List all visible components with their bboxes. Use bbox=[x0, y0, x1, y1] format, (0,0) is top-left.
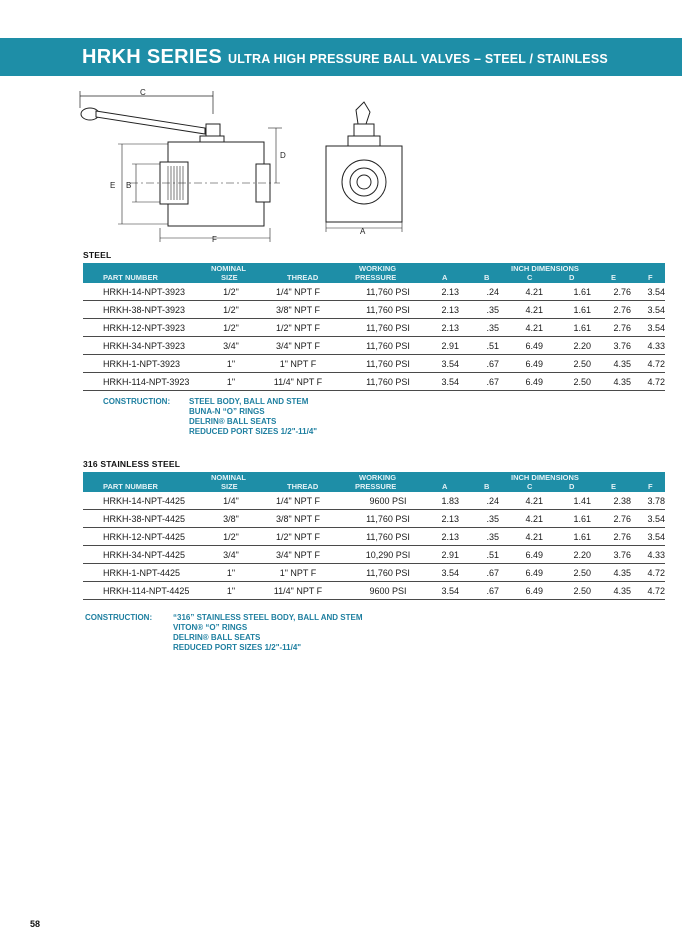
table-row: HRKH-34-NPT-3923 3/4" 3/4" NPT F 11,760 PSI 2.91 .51 6.49 2.20 3.76 4.33 bbox=[83, 337, 665, 355]
table-row: HRKH-38-NPT-4425 3/8" 3/8" NPT F 11,760 PSI 2.13 .35 4.21 1.61 2.76 3.54 bbox=[83, 510, 665, 528]
construction-line: DELRIN® BALL SEATS bbox=[189, 417, 277, 426]
table-row: HRKH-38-NPT-3923 1/2" 3/8" NPT F 11,760 PSI 2.13 .35 4.21 1.61 2.76 3.54 bbox=[83, 301, 665, 319]
col-nominal-line1: NOMINAL bbox=[211, 264, 246, 273]
col-b: B bbox=[484, 273, 490, 282]
construction-label: CONSTRUCTION: bbox=[85, 613, 153, 622]
dimension-label-a: A bbox=[360, 227, 366, 236]
page-title bbox=[82, 46, 608, 69]
table-row: HRKH-1-NPT-4425 1" 1" NPT F 11,760 PSI 3.54 .67 6.49 2.50 4.35 4.72 bbox=[83, 564, 665, 582]
stainless-section-title: 316 STAINLESS STEEL bbox=[83, 459, 181, 469]
col-working-line2: PRESSURE bbox=[355, 482, 397, 491]
construction-line: BUNA-N “O” RINGS bbox=[189, 407, 265, 416]
col-a: A bbox=[442, 273, 448, 282]
construction-line: REDUCED PORT SIZES 1/2"-11/4" bbox=[173, 643, 302, 652]
col-thread: THREAD bbox=[287, 482, 319, 491]
col-f: F bbox=[648, 482, 653, 491]
table-row: HRKH-114-NPT-3923 1" 11/4" NPT F 11,760 PSI 3.54 .67 6.49 2.50 4.35 4.72 bbox=[83, 373, 665, 391]
table-row: HRKH-12-NPT-4425 1/2" 1/2" NPT F 11,760 PSI 2.13 .35 4.21 1.61 2.76 3.54 bbox=[83, 528, 665, 546]
page-number: 58 bbox=[30, 919, 41, 929]
dimension-label-c: C bbox=[140, 88, 146, 97]
construction-label: CONSTRUCTION: bbox=[103, 397, 171, 406]
col-part-number: PART NUMBER bbox=[103, 273, 158, 282]
series-title: HRKH SERIES bbox=[82, 46, 222, 68]
steel-section-title: STEEL bbox=[83, 250, 112, 260]
col-nominal-line2: SIZE bbox=[221, 273, 238, 282]
col-nominal-line1: NOMINAL bbox=[211, 473, 246, 482]
col-c: C bbox=[527, 482, 533, 491]
dimension-label-d: D bbox=[280, 151, 286, 160]
col-part-number: PART NUMBER bbox=[103, 482, 158, 491]
col-nominal-line2: SIZE bbox=[221, 482, 238, 491]
stainless-table-rows bbox=[83, 492, 665, 600]
dimension-label-f: F bbox=[212, 235, 217, 244]
col-inch-dimensions: INCH DIMENSIONS bbox=[511, 473, 579, 482]
construction-line: VITON® “O” RINGS bbox=[173, 623, 248, 632]
steel-table-rows bbox=[83, 283, 665, 391]
col-inch-dimensions: INCH DIMENSIONS bbox=[511, 264, 579, 273]
col-a: A bbox=[442, 482, 448, 491]
col-working-line1: WORKING bbox=[359, 264, 397, 273]
col-thread: THREAD bbox=[287, 273, 319, 282]
valve-drawing bbox=[70, 84, 410, 244]
construction-line: DELRIN® BALL SEATS bbox=[173, 633, 261, 642]
table-row: HRKH-34-NPT-4425 3/4" 3/4" NPT F 10,290 PSI 2.91 .51 6.49 2.20 3.76 4.33 bbox=[83, 546, 665, 564]
table-row: HRKH-14-NPT-4425 1/4" 1/4" NPT F 9600 PSI 1.83 .24 4.21 1.41 2.38 3.78 bbox=[83, 492, 665, 510]
col-b: B bbox=[484, 482, 490, 491]
col-working-line2: PRESSURE bbox=[355, 273, 397, 282]
steel-table bbox=[83, 263, 665, 391]
construction-line: STEEL BODY, BALL AND STEM bbox=[189, 397, 309, 406]
stainless-table bbox=[83, 472, 665, 600]
table-row: HRKH-12-NPT-3923 1/2" 1/2" NPT F 11,760 PSI 2.13 .35 4.21 1.61 2.76 3.54 bbox=[83, 319, 665, 337]
table-row: HRKH-1-NPT-3923 1" 1" NPT F 11,760 PSI 3.54 .67 6.49 2.50 4.35 4.72 bbox=[83, 355, 665, 373]
dimension-label-b: B bbox=[126, 181, 132, 190]
col-working-line1: WORKING bbox=[359, 473, 397, 482]
col-f: F bbox=[648, 273, 653, 282]
table-row: HRKH-14-NPT-3923 1/2" 1/4" NPT F 11,760 PSI 2.13 .24 4.21 1.61 2.76 3.54 bbox=[83, 283, 665, 301]
construction-line: REDUCED PORT SIZES 1/2"-11/4" bbox=[189, 427, 318, 436]
steel-table-header bbox=[83, 263, 665, 283]
col-d: D bbox=[569, 273, 575, 282]
col-d: D bbox=[569, 482, 575, 491]
col-e: E bbox=[611, 482, 617, 491]
stainless-table-header bbox=[83, 472, 665, 492]
dimension-label-e: E bbox=[110, 181, 116, 190]
table-row: HRKH-114-NPT-4425 1" 11/4" NPT F 9600 PSI 3.54 .67 6.49 2.50 4.35 4.72 bbox=[83, 582, 665, 600]
construction-line: “316” STAINLESS STEEL BODY, BALL AND STEM bbox=[173, 613, 363, 622]
series-subtitle: ULTRA HIGH PRESSURE BALL VALVES – STEEL / STAINLESS bbox=[228, 52, 608, 66]
col-e: E bbox=[611, 273, 617, 282]
col-c: C bbox=[527, 273, 533, 282]
